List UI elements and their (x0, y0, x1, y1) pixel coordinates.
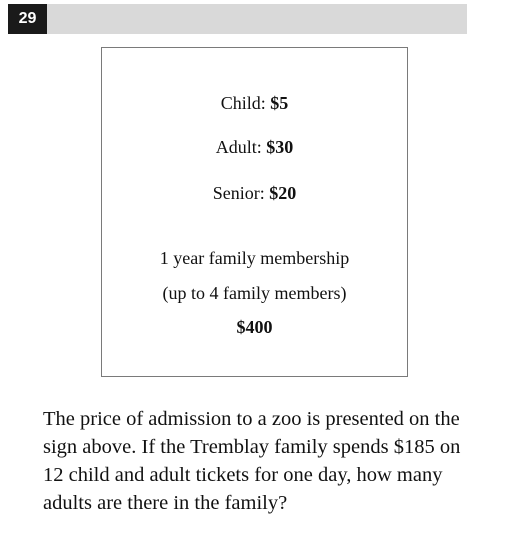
child-price-line (102, 92, 407, 114)
adult-label: Adult: (215, 137, 262, 157)
child-price: $5 (270, 93, 289, 113)
child-label: Child: (220, 93, 266, 113)
membership-limit: (up to 4 family members) (162, 283, 347, 303)
question-number-badge: 29 (8, 4, 47, 34)
adult-price: $30 (266, 137, 294, 157)
question-header-bar (8, 4, 467, 34)
admission-price-sign (101, 47, 408, 377)
membership-title: 1 year family membership (159, 248, 350, 268)
question-text: The price of admission to a zoo is presented on the sign above. If the Tremblay family spends $185 on 12 child and adult tickets for one day, how many adults are there in the family? (43, 408, 461, 514)
adult-price-line (102, 136, 407, 158)
senior-label: Senior: (212, 183, 265, 203)
senior-price: $20 (269, 183, 297, 203)
senior-price-line (102, 182, 407, 204)
membership-price: $400 (236, 317, 273, 337)
